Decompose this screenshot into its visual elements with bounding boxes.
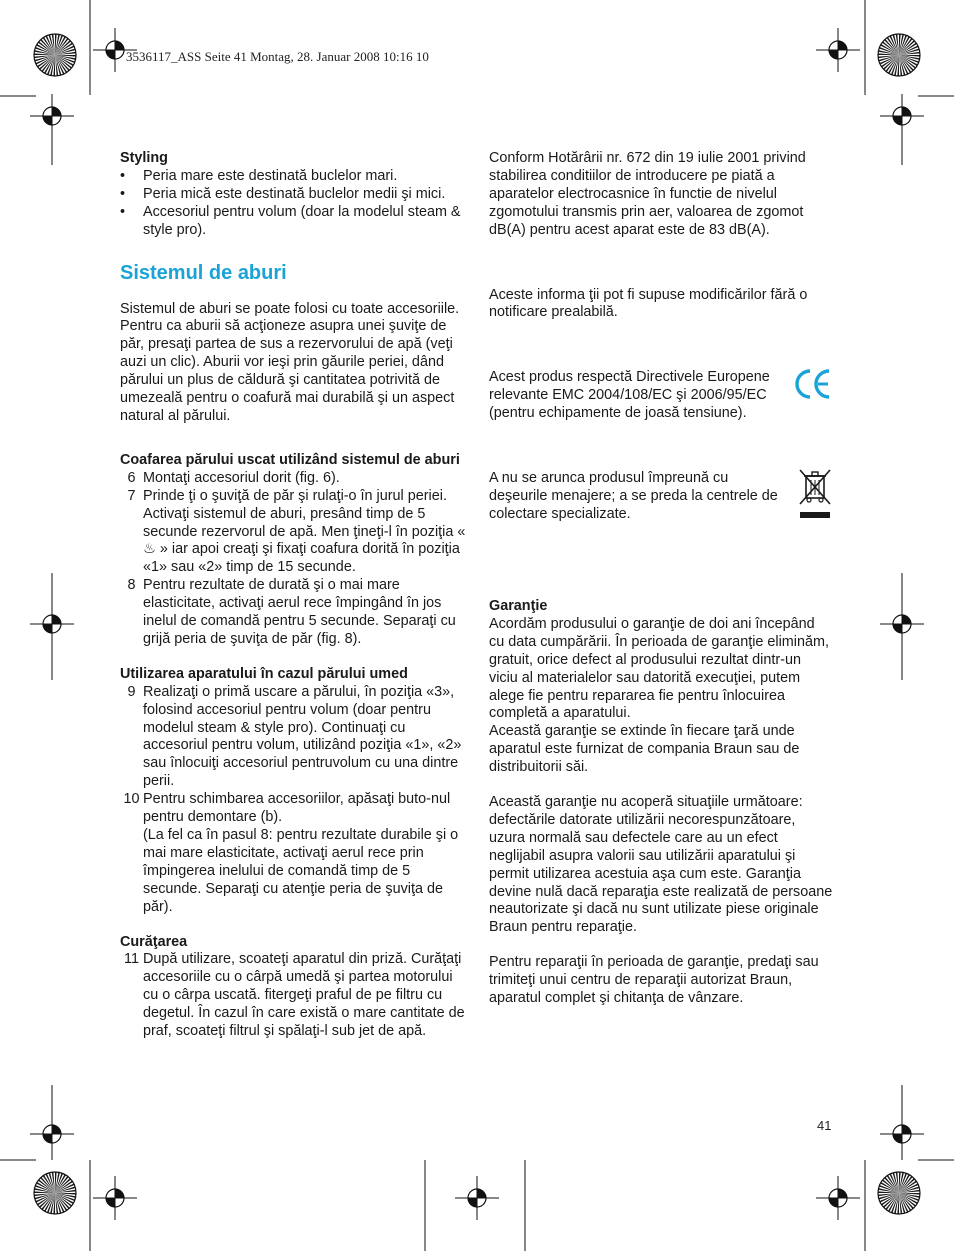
step-item: 10 Pentru schimbarea accesoriilor, apăsaţi buto-nul pentru demontare (b). [123, 791, 451, 826]
warranty-paragraph: Această garanţie nu acoperă situaţiile următoare: defectările datorate utilizării necorespunzătoare, uzura normală sau defectele care au un efect neglijabil asupra valorii sau utilizării aparatului şi permit utilizarea acestuia aşa cum este. Garanţia devine nulă dacă reparaţia este realizată de persoane neautorizate şi dacă nu sunt utilizate piese originale Braun pentru reparaţie. [489, 794, 833, 936]
crossed-bin-icon [797, 466, 833, 528]
registration-mark-icon [880, 94, 924, 138]
styling-list [120, 168, 466, 240]
noise-paragraph: Conform Hotărârii nr. 672 din 19 iulie 2001 privind stabilirea conditiilor de introducere pe piată a aparatelor electrocasnice în functie de nivelul zgomotului transmis prin aer, valoarea de zgomot dB(A) pentru acest aparat este de 83 dB(A). [489, 150, 806, 238]
warranty-paragraph: Pentru reparaţii în perioada de garanţie, predaţi sau trimiteţi unui centru de reparaţii autorizat Braun, aparatul complet şi chitanţa de vânzare. [489, 954, 819, 1007]
registration-mark-icon [93, 1176, 137, 1220]
step-note: (La fel ca în pasul 8: pentru rezultate durabile şi o mai mare elasticitate, activaţi aerul rece prin împingerea inelului de comandă timp de 5 secunde. Separaţi cu atenţie peria de şuviţa de păr). [143, 827, 459, 915]
color-wheel-icon [34, 34, 76, 76]
styling-title: Styling [120, 150, 168, 166]
warranty-paragraph: Acordăm produsului o garanţie de doi ani începând cu data cumpărării. În perioada de garanţie eliminăm, gratuit, orice defect al produsului rezultat dintr-un viciu al materialelor sau datorită execuţiei, putem alege fie pentru repararea fie pentru înlocuirea completă a aparatului. [489, 615, 829, 722]
page-number: 41 [817, 1118, 832, 1133]
registration-mark-icon [30, 94, 74, 138]
disposal-paragraph: A nu se arunca produsul împreună cu deşeurile menajere; a se preda la centrele de colectare specializate. [489, 470, 778, 522]
registration-mark-icon [816, 28, 860, 72]
color-wheel-icon [34, 1172, 76, 1214]
disposal-block [489, 470, 833, 528]
color-wheel-icon [878, 34, 920, 76]
dry-hair-title: Coafarea părului uscat utilizând sistemul de aburi [120, 451, 460, 468]
registration-mark-icon [30, 602, 74, 646]
step-item: 8 Pentru rezultate de durată şi o mai mare elasticitate, activaţi aerul rece împingând în jos inelul de comandă pentru 5 secunde. Separaţi cu grijă peria de şuviţa de păr (fig. 8). [127, 577, 456, 647]
color-wheel-icon [878, 1172, 920, 1214]
wet-hair-title: Utilizarea aparatului în cazul părului umed [120, 665, 408, 682]
cleaning-title: Curăţarea [120, 933, 188, 950]
step-item: 7 Prinde ţi o şuviţă de păr şi rulaţi-o în jurul periei. Activaţi sistemul de aburi, presând timp de 5 secunde rezervorul de apă. Men ţineţi-l în poziţia « ♨ » iar apoi creaţi şi fixaţi coafura dorită în poziţia «1» sau «2» timp de 15 secunde. [127, 487, 466, 576]
registration-mark-icon [816, 1176, 860, 1220]
right-column [489, 150, 833, 1008]
warranty-paragraph: Această garanţie se extinde în fiecare ţară unde aparatul este furnizat de compania Braun sau de distribuitorii săi. [489, 723, 800, 776]
step-item: 6 Montaţi accesoriul dorit (fig. 6). [127, 469, 340, 486]
list-item: • Accesoriul pentru volum (doar la modelul steam & style pro). [120, 203, 461, 238]
ce-mark-icon [793, 367, 833, 407]
directives-paragraph: Acest produs respectă Directivele Europene relevante EMC 2004/108/EC şi 2006/95/EC (pentru echipamente de joasă tensiune). [489, 369, 770, 422]
section-title: Sistemul de aburi [120, 261, 287, 284]
directives-block [489, 369, 833, 423]
registration-mark-icon [880, 1112, 924, 1156]
registration-mark-icon [455, 1176, 499, 1220]
registration-mark-icon [30, 1112, 74, 1156]
left-column [120, 150, 466, 1041]
changes-paragraph: Aceste informa ţii pot fi supuse modificărilor fără o notificare prealabilă. [489, 286, 808, 321]
registration-mark-icon [880, 602, 924, 646]
step-item: 11 După utilizare, scoateţi aparatul din priză. Curăţaţi accesoriile cu o cârpă umedă şi partea motorului cu o cârpa uscată. fitergeţi praful de pe filtru cu degetul. În cazul în care există o mare cantitate de praf, scoateţi filtrul şi spălaţi-l sub jet de apă. [124, 951, 465, 1040]
list-item: • Peria mare este destinată buclelor mari. [120, 167, 398, 184]
warranty-title: Garanţie [489, 597, 548, 614]
print-slug: 3536117_ASS Seite 41 Montag, 28. Januar 2008 10:16 10 [126, 49, 429, 64]
step-item: 9 Realizaţi o primă uscare a părului, în poziţia «3», folosind accesoriul pentru volum (doar pentru modelul steam & style pro). Continuaţi cu accesoriul pentru volum, utilizând poziţia «1», «2» sau înlocuiţi accesoriul pentruvolum cu una dintre perii. [127, 683, 462, 790]
intro-paragraph: Sistemul de aburi se poate folosi cu toate accesoriile. Pentru ca aburii să acţioneze asupra unei şuviţe de păr, presaţi partea de sus a rezervorului de apă (veţi auzi un clic). Aburii vor ieşi prin găurile periei, dând părului un plus de căldură şi cantitatea potrivită de umezeală pentru o coafură mai durabilă şi un aspect natural al părului. [120, 300, 460, 424]
list-item: • Peria mică este destinată buclelor medii şi mici. [120, 185, 446, 202]
